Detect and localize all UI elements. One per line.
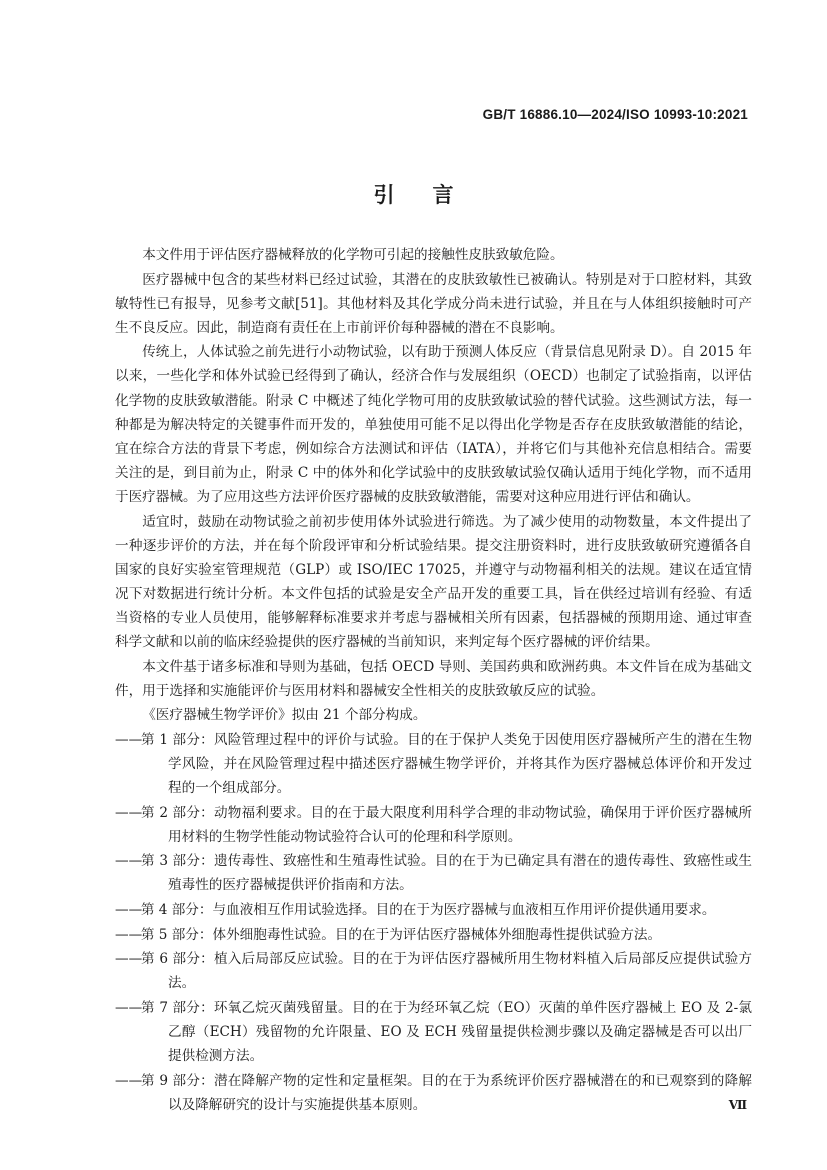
list-item-text: 第 3 部分：遗传毒性、致癌性和生殖毒性试验。目的在于为已确定具有潜在的遗传毒性、致癌性或生殖毒性的医疗器械提供评价指南和方法。 [140,853,752,894]
list-item-part-4 [115,898,752,922]
list-item-part-2 [115,801,752,849]
list-item-text: 第 6 部分：植入后局部反应试验。目的在于为评估医疗器械所用生物材料植入后局部反应提供试验方法。 [140,951,752,992]
paragraph: 《医疗器械生物学评价》拟由 21 个部分构成。 [142,707,427,724]
paragraph: 医疗器械中包含的某些材料已经过试验，其潜在的皮肤致敏性已被确认。特别是对于口腔材料，其致敏特性已有报导，见参考文献[51]。其他材料及其化学成分尚未进行试验，并且在与人体组织接触时可产生不良反应。因此，制造商有责任在上市前评价每种器械的潜在不良影响。 [115,271,752,336]
list-item-text: 第 9 部分：潜在降解产物的定性和定量框架。目的在于为系统评价医疗器械潜在的和已观察到的降解以及降解研究的设计与实施提供基本原则。 [140,1072,752,1113]
list-dash: —— [115,1072,143,1089]
list-dash: —— [115,902,143,919]
list-dash: —— [115,853,143,870]
standard-number: GB/T 16886.10—2024/ISO 10993-10:2021 [482,107,748,122]
paragraph: 本文件用于评估医疗器械释放的化学物可引起的接触性皮肤致敏危险。 [142,247,564,263]
section-title: 引言 [373,183,492,207]
list-dash: —— [115,926,143,943]
list-item-part-3 [115,849,752,897]
list-item-part-1 [115,728,752,800]
list-item-text: 第 1 部分：风险管理过程中的评价与试验。目的在于保护人类免于因使用医疗器械所产生的潜在生物学风险，并在风险管理过程中描述医疗器械生物学评价，并将其作为医疗器械总体评价和开发过程的一个组成部分。 [140,731,752,797]
list-item-text: 第 2 部分：动物福利要求。目的在于最大限度利用科学合理的非动物试验，确保用于评价医疗器械所用材料的生物学性能动物试验符合认可的伦理和科学原则。 [140,804,752,845]
list-dash: —— [115,951,143,968]
list-item-part-5 [115,923,752,947]
introduction-body [115,243,752,1117]
paragraph: 适宜时，鼓励在动物试验之前初步使用体外试验进行筛选。为了减少使用的动物数量，本文件提出了一种逐步评价的方法，并在每个阶段评审和分析试验结果。提交注册资料时，进行皮肤致敏研究遵循各自国家的良好实验室管理规范（GLP）或 ISO/IEC 17025，并遵守与动物福利相关的法规。建议在适宜情况下对数据进行统计分析。本文件包括的试验是安全产品开发的重要工具，旨在供经过培训有经验、有适当资格的专业人员使用，能够解释标准要求并考虑与器械相关所有因素，包括器械的预期用途、通过审查科学文献和以前的临床经验提供的医疗器械的当前知识，来判定每个医疗器械的评价结果。 [115,513,752,650]
list-item-part-6 [115,947,752,995]
list-dash: —— [115,731,143,748]
list-dash: —— [115,999,143,1016]
list-item-part-9 [115,1069,752,1117]
list-dash: —— [115,804,143,821]
list-item-text: 第 4 部分：与血液相互作用试验选择。目的在于为医疗器械与血液相互作用评价提供通用要求。 [140,902,716,919]
paragraph: 传统上，人体试验之前先进行小动物试验，以有助于预测人体反应（背景信息见附录 D）。自 2015 年以来，一些化学和体外试验已经得到了确认，经济合作与发展组织（OECD）也制定了试验指南，以评估化学物的皮肤致敏潜能。附录 C 中概述了纯化学物可用的皮肤致敏试验的替代试验。这些测试方法，每一种都是为解决特定的关键事件而开发的，单独使用可能不足以得出化学物是否存在皮肤致敏潜能的结论，宜在综合方法的背景下考虑，例如综合方法测试和评估（IATA），并将它们与其他补充信息相结合。需要关注的是，到目前为止，附录 C 中的体外和化学试验中的皮肤致敏试验仅确认适用于纯化学物，而不适用于医疗器械。为了应用这些方法评价医疗器械的皮肤致敏潜能，需要对这种应用进行评估和确认。 [115,344,752,505]
page-number: Ⅶ [728,1098,747,1112]
list-item-part-7 [115,996,752,1068]
list-item-text: 第 5 部分：体外细胞毒性试验。目的在于为评估医疗器械体外细胞毒性提供试验方法。 [140,926,662,943]
paragraph: 本文件基于诸多标准和导则为基础，包括 OECD 导则、美国药典和欧洲药典。本文件旨在成为基础文件，用于选择和实施能评价与医用材料和器械安全性相关的皮肤致敏反应的试验。 [115,658,752,699]
list-item-text: 第 7 部分：环氧乙烷灭菌残留量。目的在于为经环氧乙烷（EO）灭菌的单件医疗器械上 EO 及 2-氯乙醇（ECH）残留物的允许限量、EO 及 ECH 残留量提供检测步骤以及确定器械是否可以出厂提供检测方法。 [140,999,752,1065]
